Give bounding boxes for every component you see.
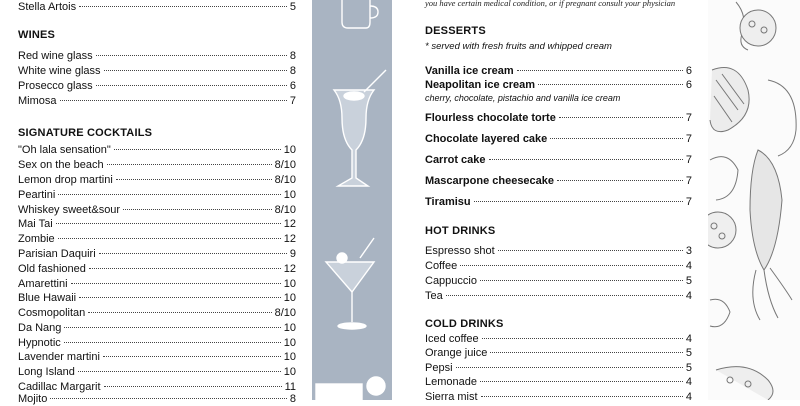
dot-leader xyxy=(498,250,683,251)
item-price: 9 xyxy=(289,248,296,260)
item-name: Lemon drop martini xyxy=(18,174,113,186)
item-name: "Oh lala sensation" xyxy=(18,144,111,156)
dot-leader xyxy=(107,164,272,165)
dot-leader xyxy=(56,223,281,224)
section-title-desserts: DESSERTS xyxy=(425,25,486,37)
item-price: 8/10 xyxy=(274,204,296,216)
item-name: Cadillac Margarit xyxy=(18,381,101,393)
dot-leader xyxy=(64,327,280,328)
dot-leader xyxy=(480,280,683,281)
item-price: 5 xyxy=(685,275,692,287)
item-name: Vanilla ice cream xyxy=(425,65,514,77)
dot-leader xyxy=(64,342,281,343)
menu-item xyxy=(18,233,296,246)
dot-leader xyxy=(550,138,683,139)
item-price: 7 xyxy=(685,112,692,124)
menu-item xyxy=(425,175,692,188)
item-price: 7 xyxy=(685,154,692,166)
item-price: 4 xyxy=(685,333,692,345)
desserts-note: * served with fresh fruits and whipped cream xyxy=(425,41,612,52)
menu-item xyxy=(18,292,296,305)
item-name: Blue Hawaii xyxy=(18,292,77,304)
item-price: 8 xyxy=(289,50,296,62)
item-name: Neapolitan ice cream xyxy=(425,79,536,91)
item-name: Mimosa xyxy=(18,95,57,107)
item-price: 10 xyxy=(283,351,296,363)
dot-leader xyxy=(482,338,683,339)
item-name: Mai Tai xyxy=(18,218,53,230)
menu-item xyxy=(18,278,296,291)
dot-leader xyxy=(88,312,271,313)
item-price: 7 xyxy=(289,95,296,107)
menu-item xyxy=(18,322,296,335)
item-price: 12 xyxy=(283,233,296,245)
dot-leader xyxy=(103,356,281,357)
menu-item xyxy=(425,260,692,273)
item-price: 5 xyxy=(685,362,692,374)
item-name: Sierra mist xyxy=(425,391,478,403)
menu-item xyxy=(425,391,692,404)
dot-leader xyxy=(474,201,683,202)
item-name: Chocolate layered cake xyxy=(425,133,548,145)
item-name: Flourless chocolate torte xyxy=(425,112,556,124)
item-name: Old fashioned xyxy=(18,263,86,275)
menu-item xyxy=(18,1,296,14)
item-name: Coffee xyxy=(425,260,458,272)
dot-leader xyxy=(517,70,683,71)
dot-leader xyxy=(58,238,281,239)
dot-leader xyxy=(96,55,287,56)
item-price: 3 xyxy=(685,245,692,257)
dot-leader xyxy=(114,149,281,150)
item-price: 10 xyxy=(283,366,296,378)
top-disclaimer: you have certain medical condition, or if pregnant consult your physician xyxy=(425,0,676,8)
item-name: Prosecco glass xyxy=(18,80,93,92)
dot-leader xyxy=(104,386,282,387)
item-name: Lemonade xyxy=(425,376,477,388)
menu-item xyxy=(425,362,692,375)
item-name: Cappuccio xyxy=(425,275,477,287)
menu-item xyxy=(18,218,296,231)
item-price: 8/10 xyxy=(274,174,296,186)
item-price: 11 xyxy=(284,381,296,393)
menu-item xyxy=(18,174,296,187)
item-price: 6 xyxy=(685,79,692,91)
item-price: 7 xyxy=(685,196,692,208)
item-name: Da Nang xyxy=(18,322,62,334)
item-price: 10 xyxy=(283,292,296,304)
item-price: 10 xyxy=(283,189,296,201)
menu-item xyxy=(18,80,296,93)
item-name: Zombie xyxy=(18,233,55,245)
menu-item xyxy=(425,79,692,92)
dot-leader xyxy=(89,268,281,269)
item-name: Tiramisu xyxy=(425,196,471,208)
section-title-hot-drinks: HOT DRINKS xyxy=(425,225,496,237)
menu-item xyxy=(425,196,692,209)
menu-item xyxy=(425,290,692,303)
dot-leader xyxy=(50,398,287,399)
dot-leader xyxy=(116,179,272,180)
decorative-food-sketches xyxy=(708,0,800,400)
section-title-wines: WINES xyxy=(18,29,56,41)
menu-item xyxy=(18,248,296,261)
dot-leader xyxy=(99,253,287,254)
dot-leader xyxy=(96,85,287,86)
item-description: cherry, chocolate, pistachio and vanilla ice cream xyxy=(425,93,621,103)
menu-item xyxy=(425,245,692,258)
item-price: 4 xyxy=(685,290,692,302)
menu-item xyxy=(425,154,692,167)
section-title-cocktails: SIGNATURE COCKTAILS xyxy=(18,127,153,139)
item-name: Stella Artois xyxy=(18,1,77,13)
item-name: Sex on the beach xyxy=(18,159,104,171)
item-name: Iced coffee xyxy=(425,333,479,345)
item-price: 8/10 xyxy=(274,307,296,319)
item-name: Mascarpone cheesecake xyxy=(425,175,555,187)
item-price: 5 xyxy=(289,1,296,13)
dot-leader xyxy=(446,295,683,296)
item-price: 10 xyxy=(283,278,296,290)
item-price: 4 xyxy=(685,260,692,272)
item-name: Amarettini xyxy=(18,278,68,290)
decorative-drink-strip xyxy=(312,0,392,400)
dot-leader xyxy=(71,283,281,284)
food-illustrations xyxy=(708,0,800,400)
menu-item xyxy=(425,275,692,288)
item-price: 7 xyxy=(685,133,692,145)
menu-item xyxy=(18,204,296,217)
item-name: Peartini xyxy=(18,189,56,201)
menu-item xyxy=(18,263,296,276)
dot-leader xyxy=(480,381,683,382)
item-name: Cosmopolitan xyxy=(18,307,86,319)
section-title-cold-drinks: COLD DRINKS xyxy=(425,318,504,330)
menu-item xyxy=(425,65,692,78)
item-price: 4 xyxy=(685,376,692,388)
menu-item xyxy=(18,65,296,78)
dot-leader xyxy=(60,100,287,101)
item-price: 6 xyxy=(685,65,692,77)
item-name: Orange juice xyxy=(425,347,488,359)
dot-leader xyxy=(79,6,287,7)
item-price: 12 xyxy=(283,263,296,275)
dot-leader xyxy=(481,396,683,397)
item-price: 10 xyxy=(283,322,296,334)
item-price: 5 xyxy=(685,347,692,359)
menu-item xyxy=(425,112,692,125)
item-price: 8 xyxy=(289,65,296,77)
item-name: Lavender martini xyxy=(18,351,100,363)
menu-item xyxy=(425,333,692,346)
drink-illustrations xyxy=(312,0,392,400)
dot-leader xyxy=(79,297,281,298)
dot-leader xyxy=(58,194,280,195)
item-name: Parisian Daquiri xyxy=(18,248,96,260)
menu-item xyxy=(18,366,296,379)
menu-item xyxy=(18,159,296,172)
dot-leader xyxy=(490,352,683,353)
dot-leader xyxy=(104,70,287,71)
item-name: Pepsi xyxy=(425,362,453,374)
dot-leader xyxy=(489,159,683,160)
dot-leader xyxy=(460,265,683,266)
item-name: Carrot cake xyxy=(425,154,486,166)
item-name: Espresso shot xyxy=(425,245,495,257)
item-name: Whiskey sweet&sour xyxy=(18,204,121,216)
item-price: 10 xyxy=(283,337,296,349)
item-price: 8 xyxy=(289,393,296,405)
menu-item xyxy=(425,133,692,146)
item-price: 8/10 xyxy=(274,159,296,171)
dot-leader xyxy=(123,209,271,210)
menu-item xyxy=(18,50,296,63)
dot-leader xyxy=(557,180,683,181)
menu-item xyxy=(425,376,692,389)
menu-item xyxy=(18,351,296,364)
menu-item xyxy=(18,337,296,350)
item-name: Tea xyxy=(425,290,443,302)
menu-item xyxy=(18,307,296,320)
item-name: Red wine glass xyxy=(18,50,93,62)
item-name: White wine glass xyxy=(18,65,101,77)
menu-item xyxy=(18,144,296,157)
item-name: Long Island xyxy=(18,366,75,378)
menu-item xyxy=(425,347,692,360)
item-name: Hypnotic xyxy=(18,337,61,349)
dot-leader xyxy=(78,371,281,372)
item-price: 7 xyxy=(685,175,692,187)
dot-leader xyxy=(538,84,683,85)
item-price: 6 xyxy=(289,80,296,92)
item-price: 10 xyxy=(283,144,296,156)
dot-leader xyxy=(456,367,683,368)
item-name: Mojito xyxy=(18,393,48,405)
dot-leader xyxy=(559,117,683,118)
item-price: 4 xyxy=(685,391,692,403)
menu-item xyxy=(18,189,296,202)
item-price: 12 xyxy=(283,218,296,230)
menu-item xyxy=(18,95,296,108)
